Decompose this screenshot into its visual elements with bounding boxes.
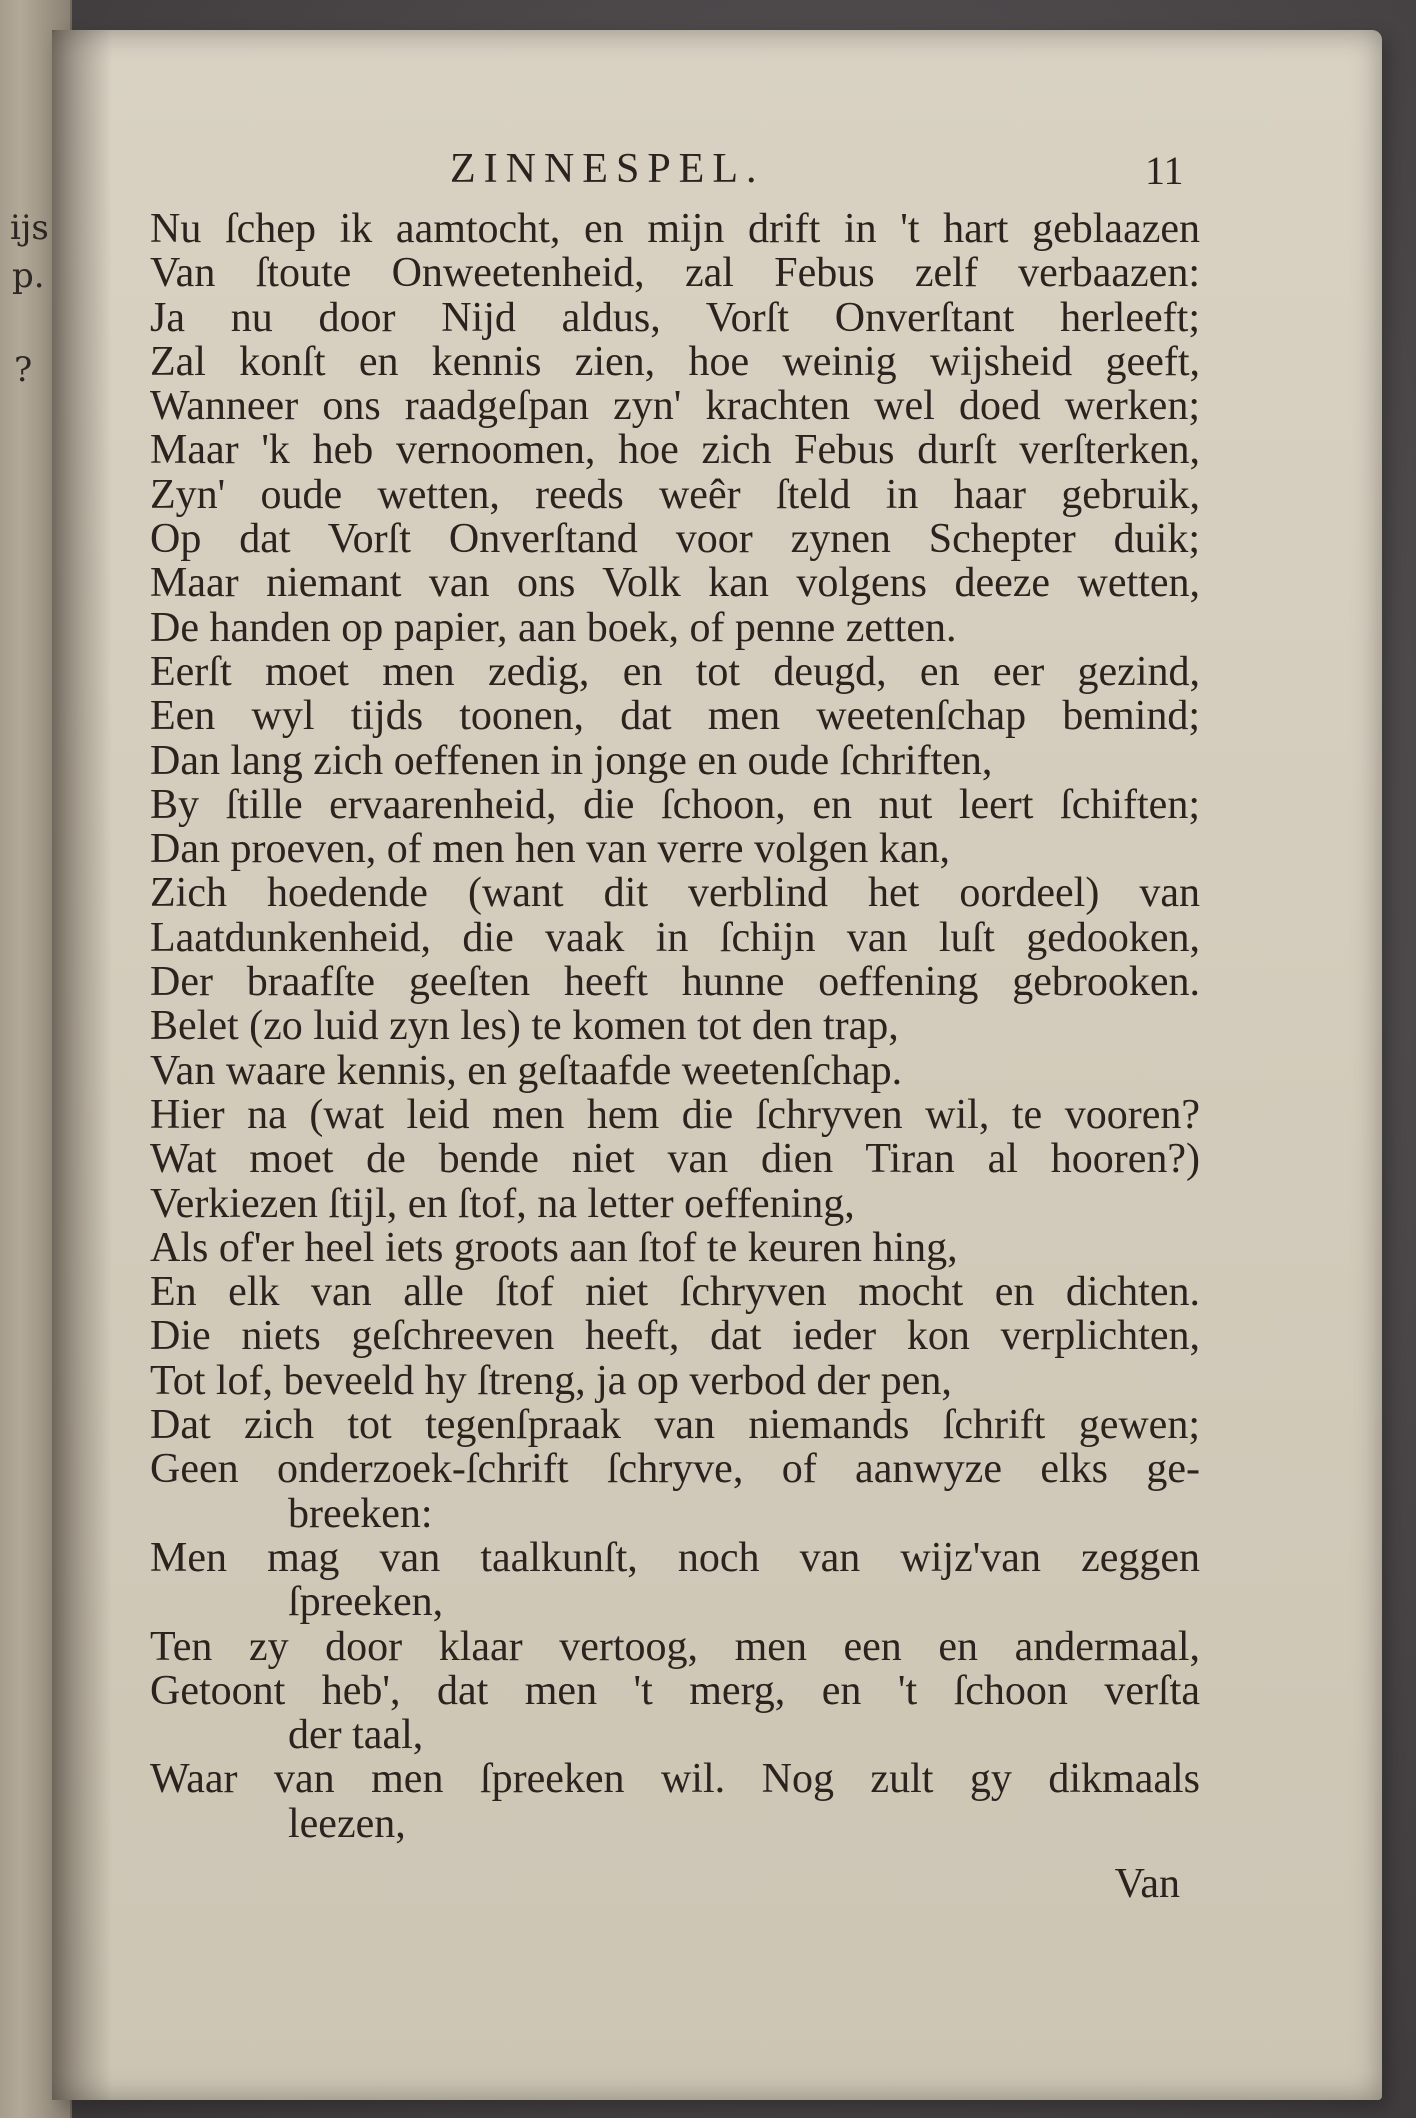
gutter-shadow: [52, 30, 112, 2100]
text-line: Die niets geſchreeven heeft, dat ieder kon verplichten,: [150, 1313, 1200, 1360]
text-line: Ja nu door Nijd aldus, Vorſt Onverſtant herleeft;: [150, 294, 1200, 341]
catchword: Van: [1114, 1860, 1180, 1907]
running-head: [150, 145, 1200, 207]
text-line: Een wyl tijds toonen, dat men weetenſchap bemind;: [150, 693, 1200, 740]
page-number: 11: [1145, 148, 1184, 193]
text-line: der taal,: [288, 1712, 424, 1759]
catchword-row: [150, 1860, 1200, 1920]
text-line: Nu ſchep ik aamtocht, en mijn drift in 't hart geblaazen: [150, 206, 1200, 252]
text-line: Tot lof, beveeld hy ſtreng, ja op verbod der pen,: [150, 1357, 952, 1404]
text-line: Waar van men ſpreeken wil. Nog zult gy dikmaals: [150, 1756, 1200, 1803]
text-line: Als of'er heel iets groots aan ſtof te keuren hing,: [150, 1224, 958, 1271]
text-line: Zyn' oude wetten, reeds weêr ſteld in haar gebruik,: [150, 471, 1200, 518]
text-line: By ſtille ervaarenheid, die ſchoon, en nut leert ſchiften;: [150, 781, 1200, 828]
text-line: Verkiezen ſtijl, en ſtof, na letter oeffening,: [150, 1180, 855, 1227]
text-line: Men mag van taalkunſt, noch van wijz'van zeggen: [150, 1534, 1200, 1581]
text-line: Geen onderzoek-ſchrift ſchryve, of aanwyze elks ge-: [150, 1446, 1200, 1493]
text-line: Der braafſte geeſten heeft hunne oeffening gebrooken.: [150, 959, 1200, 1006]
text-line: Dat zich tot tegenſpraak van niemands ſchrift gewen;: [150, 1402, 1200, 1449]
text-line: Op dat Vorſt Onverſtand voor zynen Schepter duik;: [150, 516, 1200, 563]
facing-page-fragment: p.: [12, 256, 45, 296]
text-line: Hier na (wat leid men hem die ſchryven wil, te vooren?: [150, 1091, 1200, 1138]
text-line: Van waare kennis, en geſtaafde weetenſchap.: [150, 1047, 903, 1094]
facing-page-fragment: ijs: [10, 208, 49, 248]
text-line: Eerſt moet men zedig, en tot deugd, en eer gezind,: [150, 648, 1200, 695]
text-line: Belet (zo luid zyn les) te komen tot den trap,: [150, 1003, 899, 1050]
text-line: Ten zy door klaar vertoog, men een en andermaal,: [150, 1623, 1200, 1670]
text-line: Getoont heb', dat men 't merg, en 't ſchoon verſta: [150, 1667, 1200, 1714]
text-line: Dan proeven, of men hen van verre volgen kan,: [150, 826, 951, 873]
text-line: Wanneer ons raadgeſpan zyn' krachten wel doed werken;: [150, 383, 1200, 430]
text-line: Laatdunkenheid, die vaak in ſchijn van luſt gedooken,: [150, 914, 1200, 961]
text-line: Maar 'k heb vernoomen, hoe zich Febus durſt verſterken,: [150, 427, 1200, 474]
page-text: [150, 145, 1200, 1920]
text-line: Maar niemant van ons Volk kan volgens deeze wetten,: [150, 560, 1200, 607]
text-line: Van ſtoute Onweetenheid, zal Febus zelf verbaazen:: [150, 250, 1200, 297]
facing-page-fragment: ?: [14, 350, 33, 390]
text-line: En elk van alle ſtof niet ſchryven mocht en dichten.: [150, 1269, 1200, 1316]
running-title: ZINNESPEL.: [450, 146, 765, 192]
text-line: breeken:: [288, 1490, 433, 1537]
text-line: Wat moet de bende niet van dien Tiran al hooren?): [150, 1136, 1200, 1183]
text-line: Zich hoedende (want dit verblind het oordeel) van: [150, 870, 1200, 917]
text-line: Zal konſt en kennis zien, hoe weinig wijsheid geeft,: [150, 338, 1200, 385]
text-line: Dan lang zich oeffenen in jonge en oude ſchriften,: [150, 737, 993, 784]
text-line: De handen op papier, aan boek, of penne zetten.: [150, 604, 957, 651]
text-line: leezen,: [288, 1800, 406, 1847]
text-line: ſpreeken,: [288, 1579, 444, 1626]
